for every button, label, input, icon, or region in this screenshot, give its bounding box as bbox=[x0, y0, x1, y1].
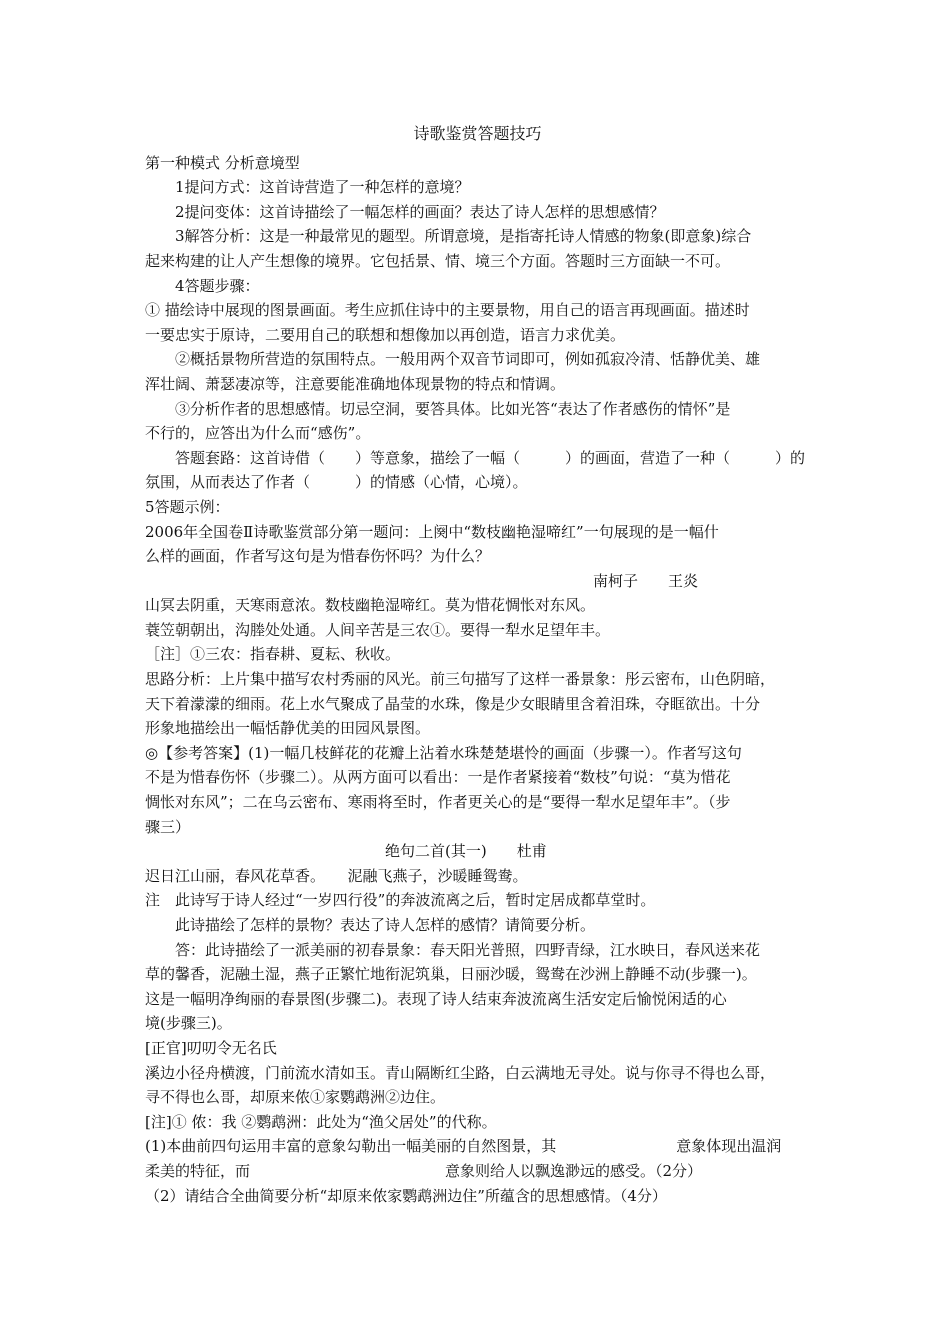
poem-1-line-1: 山冥去阴重，天寒雨意浓。数枝幽艳湿啼红。莫为惜花惆怅对东风。 bbox=[145, 596, 596, 615]
poem-2-question: 此诗描绘了怎样的景物？表达了诗人怎样的感情？请简要分析。 bbox=[175, 916, 596, 934]
question-format: 1提问方式：这首诗营造了一种怎样的意境？ bbox=[175, 178, 470, 197]
step-3-line-1: ③分析作者的思想感情。切忌空洞，要答具体。比如光答“表达了作者感伤的情怀”是 bbox=[175, 399, 731, 418]
poem-2-answer-line-2: 草的馨香，泥融土湿，燕子正繁忙地衔泥筑巢，日丽沙暖，鸳鸯在沙洲上静睡不动(步骤一)。 bbox=[145, 965, 757, 984]
document-page bbox=[145, 122, 810, 1208]
qu-question-1-line-1: (1)本曲前四句运用丰富的意象勾勒出一幅美丽的自然图景，其 意象体现出温润 bbox=[145, 1137, 782, 1156]
poem-1-note: ［注］①三农：指春耕、夏耘、秋收。 bbox=[145, 645, 401, 664]
poem-2-title: 绝句二首(其一) 杜甫 bbox=[385, 842, 547, 861]
reference-answer-line-3: 惆怅对东风”；二在乌云密布、寒雨将至时，作者更关心的是“要得一犁水足望年丰”。（步 bbox=[145, 793, 731, 812]
steps-heading: 4答题步骤： bbox=[175, 276, 260, 295]
poem-1-line-2: 蓑笠朝朝出，沟塍处处通。人间辛苦是三农①。要得一犁水足望年丰。 bbox=[145, 620, 611, 639]
section-heading: 第一种模式 分析意境型 bbox=[145, 153, 300, 172]
poem-2-answer-line-4: 境(步骤三)。 bbox=[145, 1014, 232, 1033]
step-1-line-2: 一要忠实于原诗，二要用自己的联想和想像加以再创造，语言力求优美。 bbox=[145, 325, 626, 344]
example-question-line-1: 2006年全国卷Ⅱ诗歌鉴赏部分第一题问：上阕中“数枝幽艳湿啼红”一句展现的是一幅什 bbox=[145, 522, 719, 541]
reference-answer-line-2: 不是为惜春伤怀（步骤二）。从两方面可以看出：一是作者紧接着“数枝”句说：“莫为惜花 bbox=[145, 768, 731, 787]
qu-title: [正官]叨叨令无名氏 bbox=[145, 1038, 277, 1057]
example-question-line-2: 么样的画面，作者写这句是为惜春伤怀吗？为什么？ bbox=[145, 547, 491, 566]
answer-template-line-2: 氛围，从而表达了作者（ ）的情感（心情，心境）。 bbox=[145, 473, 528, 492]
qu-line-2: 寻不得也么哥，却原来侬①家鹦鹉洲②边住。 bbox=[145, 1088, 446, 1107]
reference-answer-line-4: 骤三） bbox=[145, 817, 191, 836]
reference-answer-line-1: ◎【参考答案】(1)一幅几枝鲜花的花瓣上沾着水珠楚楚堪怜的画面（步骤一）。作者写这句 bbox=[145, 743, 742, 762]
poem-2-answer-line-3: 这是一幅明净绚丽的春景图(步骤二)。表现了诗人结束奔波流离生活安定后愉悦闲适的心 bbox=[145, 989, 727, 1008]
poem-2-line: 迟日江山丽，春风花草香。 泥融飞燕子，沙暖睡鸳鸯。 bbox=[145, 866, 528, 885]
example-heading: 5答题示例： bbox=[145, 497, 230, 516]
poem-2-note: 注 此诗写于诗人经过“一岁四行役”的奔波流离之后，暂时定居成都草堂时。 bbox=[145, 891, 656, 910]
answer-analysis-line-1: 3解答分析：这是一种最常见的题型。所谓意境，是指寄托诗人情感的物象(即意象)综合 bbox=[175, 227, 752, 246]
answer-analysis-line-2: 起来构建的让人产生想像的境界。它包括景、情、境三个方面。答题时三方面缺一不可。 bbox=[145, 251, 731, 270]
analysis-line-2: 天下着濛濛的细雨。花上水气聚成了晶莹的水珠，像是少女眼睛里含着泪珠，夺眶欲出。十分 bbox=[145, 694, 761, 713]
qu-question-1-line-2: 柔美的特征，而 意象则给人以飘逸渺远的感受。（2分） bbox=[145, 1161, 703, 1180]
qu-question-2: （2）请结合全曲简要分析“却原来侬家鹦鹉洲边住”所蕴含的思想感情。（4分） bbox=[145, 1186, 667, 1205]
question-variant: 2提问变体：这首诗描绘了一幅怎样的画面？表达了诗人怎样的思想感情？ bbox=[175, 202, 665, 221]
answer-template-line-1: 答题套路：这首诗借（ ）等意象，描绘了一幅（ ）的画面，营造了一种（ ）的 bbox=[175, 448, 806, 467]
step-1-line-1: ① 描绘诗中展现的图景画面。考生应抓住诗中的主要景物，用自己的语言再现画面。描述时 bbox=[145, 301, 750, 320]
qu-line-1: 溪边小径舟横渡，门前流水清如玉。青山隔断红尘路，白云满地无寻处。说与你寻不得也么哥， bbox=[145, 1063, 776, 1082]
step-2-line-2: 浑壮阔、萧瑟凄凉等，注意要能准确地体现景物的特点和情调。 bbox=[145, 374, 566, 393]
analysis-line-1: 思路分析：上片集中描写农村秀丽的风光。前三句描写了这样一番景象：彤云密布，山色阴暗， bbox=[145, 670, 776, 689]
poem-2-answer-line-1: 答：此诗描绘了一派美丽的初春景象：春天阳光普照，四野青绿，江水映日，春风送来花 bbox=[175, 940, 761, 959]
qu-note: [注]① 侬：我 ②鹦鹉洲：此处为“渔父居处”的代称。 bbox=[145, 1112, 497, 1131]
page-title: 诗歌鉴赏答题技巧 bbox=[413, 124, 542, 143]
poem-1-title: 南柯子 王炎 bbox=[593, 571, 699, 590]
analysis-line-3: 形象地描绘出一幅恬静优美的田园风景图。 bbox=[145, 719, 431, 738]
step-3-line-2: 不行的，应答出为什么而“感伤”。 bbox=[145, 424, 371, 443]
step-2-line-1: ②概括景物所营造的氛围特点。一般用两个双音节词即可，例如孤寂冷清、恬静优美、雄 bbox=[175, 350, 761, 369]
